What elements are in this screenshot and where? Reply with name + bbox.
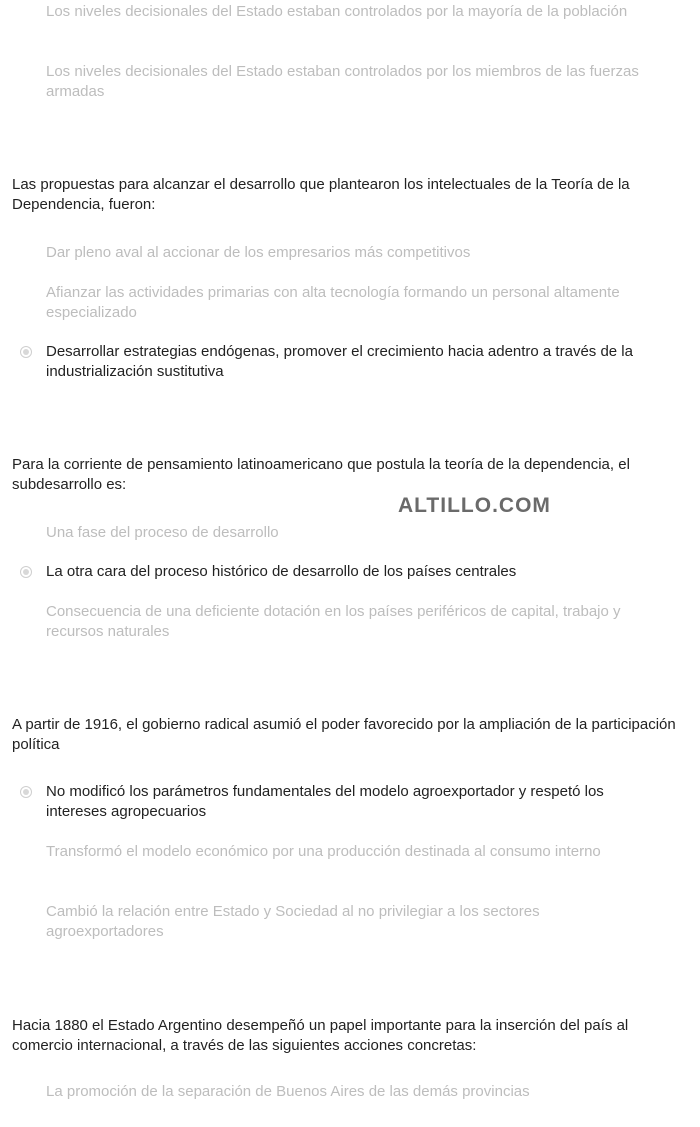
q2-option-3[interactable] (20, 602, 660, 642)
question-3 (12, 715, 682, 755)
option-label: Cambió la relación entre Estado y Sociedad al no privilegiar a los sectores agroexportadores (46, 903, 540, 940)
question-text: A partir de 1916, el gobierno radical asumió el poder favorecido por la ampliación de la participación política (12, 716, 676, 753)
option-label: Dar pleno aval al accionar de los empresarios más competitivos (46, 244, 471, 261)
option-label: Transformó el modelo económico por una producción destinada al consumo interno (46, 843, 601, 860)
q4-option-1[interactable] (20, 1082, 660, 1102)
option-label: La otra cara del proceso histórico de desarrollo de los países centrales (46, 563, 517, 580)
q1-option-3[interactable] (20, 342, 660, 382)
option-label: No modificó los parámetros fundamentales del modelo agroexportador y respetó los intereses agropecuarios (46, 783, 604, 820)
option-label: Los niveles decisionales del Estado estaban controlados por la mayoría de la población (46, 3, 628, 20)
watermark-logo: ALTILLO.COM (398, 494, 551, 517)
radio-selected-icon[interactable] (20, 346, 32, 358)
option-label: Los niveles decisionales del Estado estaban controlados por los miembros de las fuerzas armadas (46, 63, 639, 100)
q0-option-2[interactable] (20, 62, 660, 102)
question-2 (12, 455, 682, 495)
q1-option-2[interactable] (20, 283, 660, 323)
question-1 (12, 175, 682, 215)
question-text: Las propuestas para alcanzar el desarrollo que plantearon los intelectuales de la Teoría de la Dependencia, fueron: (12, 176, 630, 213)
q0-option-1[interactable] (20, 2, 660, 22)
question-text: Para la corriente de pensamiento latinoamericano que postula la teoría de la dependencia, el subdesarrollo es: (12, 456, 630, 493)
option-label: Consecuencia de una deficiente dotación en los países periféricos de capital, trabajo y recursos naturales (46, 603, 621, 640)
q1-option-1[interactable] (20, 243, 660, 263)
option-label: Una fase del proceso de desarrollo (46, 524, 279, 541)
q3-option-2[interactable] (20, 842, 660, 862)
q3-option-3[interactable] (20, 902, 660, 942)
radio-selected-icon[interactable] (20, 566, 32, 578)
option-label: Afianzar las actividades primarias con alta tecnología formando un personal altamente especializado (46, 284, 620, 321)
radio-selected-icon[interactable] (20, 786, 32, 798)
q2-option-2[interactable] (20, 562, 660, 582)
question-4 (12, 1016, 682, 1056)
q3-option-1[interactable] (20, 782, 660, 822)
q2-option-1[interactable] (20, 523, 660, 543)
option-label: La promoción de la separación de Buenos Aires de las demás provincias (46, 1083, 530, 1100)
question-text: Hacia 1880 el Estado Argentino desempeñó un papel importante para la inserción del país al comercio internacional, a través de las siguientes acciones concretas: (12, 1017, 629, 1054)
option-label: Desarrollar estrategias endógenas, promover el crecimiento hacia adentro a través de la industrialización sustitutiva (46, 343, 633, 380)
